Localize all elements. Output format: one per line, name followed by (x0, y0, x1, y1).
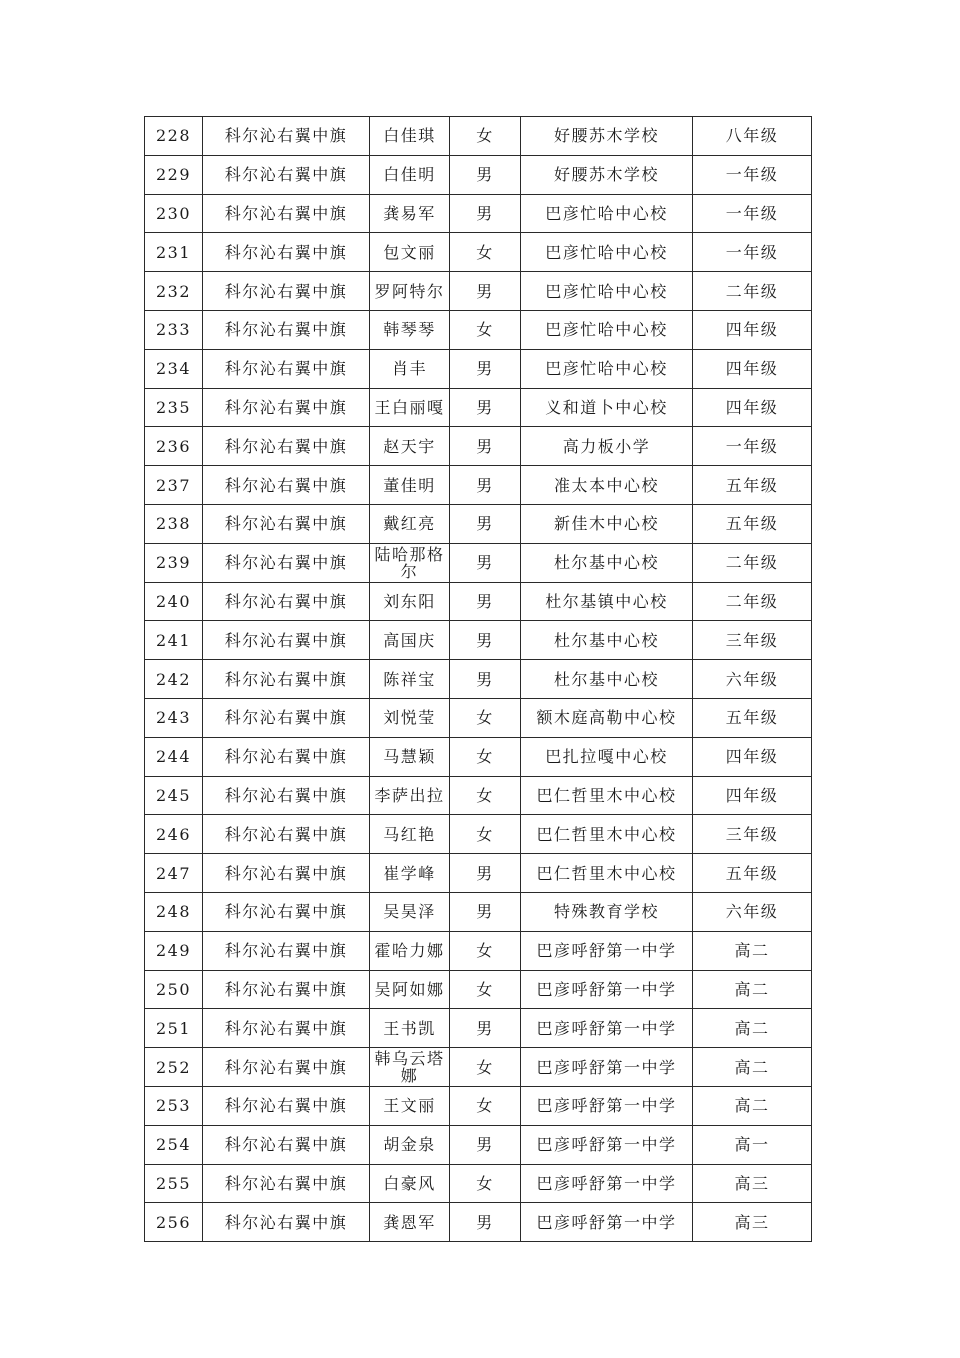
cell-school: 巴仁哲里木中心校 (521, 854, 693, 893)
cell-school: 巴仁哲里木中心校 (521, 815, 693, 854)
cell-region: 科尔沁右翼中旗 (203, 427, 370, 466)
table-row (145, 931, 812, 970)
cell-grade: 高二 (693, 931, 812, 970)
table-row (145, 970, 812, 1009)
cell-school: 额木庭高勒中心校 (521, 698, 693, 737)
cell-region: 科尔沁右翼中旗 (203, 1125, 370, 1164)
cell-number: 241 (145, 621, 203, 660)
table-row (145, 272, 812, 311)
cell-number: 246 (145, 815, 203, 854)
cell-grade: 六年级 (693, 892, 812, 931)
cell-gender: 男 (450, 388, 521, 427)
cell-gender: 男 (450, 194, 521, 233)
roster-body (145, 117, 812, 1242)
table-row (145, 427, 812, 466)
cell-region: 科尔沁右翼中旗 (203, 776, 370, 815)
cell-gender: 女 (450, 310, 521, 349)
cell-gender: 男 (450, 660, 521, 699)
table-row (145, 1048, 812, 1087)
cell-grade: 八年级 (693, 117, 812, 156)
cell-grade: 三年级 (693, 621, 812, 660)
table-row (145, 582, 812, 621)
cell-number: 252 (145, 1048, 203, 1087)
cell-grade: 高一 (693, 1125, 812, 1164)
cell-grade: 四年级 (693, 349, 812, 388)
table-row (145, 1009, 812, 1048)
cell-school: 巴彦呼舒第一中学 (521, 1009, 693, 1048)
cell-student-name: 胡金泉 (370, 1125, 450, 1164)
cell-student-name: 包文丽 (370, 233, 450, 272)
cell-school: 好腰苏木学校 (521, 117, 693, 156)
cell-school: 巴彦呼舒第一中学 (521, 970, 693, 1009)
cell-gender: 女 (450, 233, 521, 272)
cell-region: 科尔沁右翼中旗 (203, 504, 370, 543)
cell-number: 234 (145, 349, 203, 388)
cell-gender: 女 (450, 970, 521, 1009)
cell-region: 科尔沁右翼中旗 (203, 310, 370, 349)
cell-school: 义和道卜中心校 (521, 388, 693, 427)
cell-gender: 女 (450, 117, 521, 156)
cell-grade: 三年级 (693, 815, 812, 854)
cell-student-name: 马红艳 (370, 815, 450, 854)
cell-grade: 二年级 (693, 543, 812, 582)
cell-school: 杜尔基镇中心校 (521, 582, 693, 621)
cell-grade: 一年级 (693, 194, 812, 233)
cell-gender: 男 (450, 427, 521, 466)
cell-student-name: 龚恩军 (370, 1203, 450, 1242)
cell-gender: 女 (450, 1164, 521, 1203)
cell-region: 科尔沁右翼中旗 (203, 1203, 370, 1242)
cell-number: 247 (145, 854, 203, 893)
cell-grade: 二年级 (693, 272, 812, 311)
cell-number: 239 (145, 543, 203, 582)
cell-student-name: 马慧颖 (370, 737, 450, 776)
cell-school: 巴彦忙哈中心校 (521, 349, 693, 388)
cell-grade: 高二 (693, 1048, 812, 1087)
cell-grade: 高二 (693, 1009, 812, 1048)
cell-student-name: 白佳琪 (370, 117, 450, 156)
table-row (145, 815, 812, 854)
cell-school: 巴彦呼舒第一中学 (521, 1086, 693, 1125)
table-row (145, 310, 812, 349)
cell-number: 248 (145, 892, 203, 931)
table-row (145, 504, 812, 543)
cell-number: 230 (145, 194, 203, 233)
cell-gender: 男 (450, 621, 521, 660)
cell-gender: 男 (450, 543, 521, 582)
cell-region: 科尔沁右翼中旗 (203, 194, 370, 233)
cell-number: 255 (145, 1164, 203, 1203)
cell-grade: 四年级 (693, 388, 812, 427)
cell-school: 杜尔基中心校 (521, 660, 693, 699)
cell-grade: 六年级 (693, 660, 812, 699)
cell-number: 238 (145, 504, 203, 543)
cell-school: 新佳木中心校 (521, 504, 693, 543)
cell-region: 科尔沁右翼中旗 (203, 117, 370, 156)
cell-region: 科尔沁右翼中旗 (203, 543, 370, 582)
table-row (145, 388, 812, 427)
cell-school: 好腰苏木学校 (521, 155, 693, 194)
cell-number: 250 (145, 970, 203, 1009)
cell-school: 巴彦呼舒第一中学 (521, 1164, 693, 1203)
cell-region: 科尔沁右翼中旗 (203, 660, 370, 699)
cell-school: 准太本中心校 (521, 466, 693, 505)
cell-number: 233 (145, 310, 203, 349)
table-row (145, 233, 812, 272)
cell-region: 科尔沁右翼中旗 (203, 698, 370, 737)
cell-gender: 女 (450, 1086, 521, 1125)
cell-gender: 女 (450, 776, 521, 815)
cell-school: 高力板小学 (521, 427, 693, 466)
cell-school: 巴彦呼舒第一中学 (521, 931, 693, 970)
cell-region: 科尔沁右翼中旗 (203, 1086, 370, 1125)
cell-region: 科尔沁右翼中旗 (203, 155, 370, 194)
table-row (145, 698, 812, 737)
cell-gender: 男 (450, 1009, 521, 1048)
cell-school: 特殊教育学校 (521, 892, 693, 931)
cell-gender: 女 (450, 1048, 521, 1087)
cell-number: 231 (145, 233, 203, 272)
table-row (145, 776, 812, 815)
cell-gender: 女 (450, 931, 521, 970)
table-row (145, 1125, 812, 1164)
table-row (145, 194, 812, 233)
cell-school: 巴仁哲里木中心校 (521, 776, 693, 815)
cell-student-name: 崔学峰 (370, 854, 450, 893)
cell-student-name: 吴阿如娜 (370, 970, 450, 1009)
cell-region: 科尔沁右翼中旗 (203, 931, 370, 970)
cell-region: 科尔沁右翼中旗 (203, 1009, 370, 1048)
cell-student-name: 陈祥宝 (370, 660, 450, 699)
cell-school: 杜尔基中心校 (521, 543, 693, 582)
cell-grade: 高三 (693, 1164, 812, 1203)
cell-student-name: 霍哈力娜 (370, 931, 450, 970)
table-row (145, 155, 812, 194)
cell-grade: 一年级 (693, 233, 812, 272)
cell-student-name: 韩乌云塔娜 (370, 1048, 450, 1087)
cell-student-name: 陆哈那格尔 (370, 543, 450, 582)
cell-gender: 女 (450, 815, 521, 854)
cell-grade: 四年级 (693, 310, 812, 349)
cell-school: 巴彦呼舒第一中学 (521, 1203, 693, 1242)
cell-student-name: 戴红亮 (370, 504, 450, 543)
cell-grade: 五年级 (693, 698, 812, 737)
table-row (145, 854, 812, 893)
cell-number: 232 (145, 272, 203, 311)
cell-number: 242 (145, 660, 203, 699)
cell-school: 巴彦忙哈中心校 (521, 233, 693, 272)
cell-number: 244 (145, 737, 203, 776)
cell-school: 巴彦呼舒第一中学 (521, 1048, 693, 1087)
cell-number: 243 (145, 698, 203, 737)
cell-student-name: 韩琴琴 (370, 310, 450, 349)
cell-student-name: 龚易军 (370, 194, 450, 233)
cell-student-name: 王白丽嘎 (370, 388, 450, 427)
cell-school: 巴扎拉嘎中心校 (521, 737, 693, 776)
cell-school: 巴彦忙哈中心校 (521, 194, 693, 233)
cell-number: 245 (145, 776, 203, 815)
cell-student-name: 白佳明 (370, 155, 450, 194)
cell-student-name: 赵天宇 (370, 427, 450, 466)
cell-gender: 男 (450, 854, 521, 893)
cell-student-name: 吴昊泽 (370, 892, 450, 931)
table-row (145, 737, 812, 776)
cell-grade: 五年级 (693, 504, 812, 543)
cell-grade: 高二 (693, 1086, 812, 1125)
cell-gender: 男 (450, 272, 521, 311)
cell-student-name: 肖丰 (370, 349, 450, 388)
cell-number: 236 (145, 427, 203, 466)
cell-student-name: 高国庆 (370, 621, 450, 660)
cell-number: 249 (145, 931, 203, 970)
cell-student-name: 刘东阳 (370, 582, 450, 621)
cell-student-name: 李萨出拉 (370, 776, 450, 815)
cell-gender: 男 (450, 504, 521, 543)
cell-student-name: 罗阿特尔 (370, 272, 450, 311)
cell-gender: 男 (450, 466, 521, 505)
cell-gender: 男 (450, 1125, 521, 1164)
cell-gender: 男 (450, 1203, 521, 1242)
cell-region: 科尔沁右翼中旗 (203, 1048, 370, 1087)
cell-region: 科尔沁右翼中旗 (203, 1164, 370, 1203)
cell-grade: 四年级 (693, 776, 812, 815)
cell-region: 科尔沁右翼中旗 (203, 466, 370, 505)
cell-gender: 男 (450, 892, 521, 931)
cell-grade: 二年级 (693, 582, 812, 621)
cell-region: 科尔沁右翼中旗 (203, 621, 370, 660)
cell-number: 237 (145, 466, 203, 505)
cell-number: 240 (145, 582, 203, 621)
cell-region: 科尔沁右翼中旗 (203, 892, 370, 931)
cell-gender: 男 (450, 582, 521, 621)
cell-region: 科尔沁右翼中旗 (203, 815, 370, 854)
cell-gender: 男 (450, 155, 521, 194)
cell-region: 科尔沁右翼中旗 (203, 233, 370, 272)
cell-number: 251 (145, 1009, 203, 1048)
cell-school: 巴彦呼舒第一中学 (521, 1125, 693, 1164)
cell-region: 科尔沁右翼中旗 (203, 388, 370, 427)
table-row (145, 543, 812, 582)
table-row (145, 660, 812, 699)
cell-student-name: 王书凯 (370, 1009, 450, 1048)
cell-region: 科尔沁右翼中旗 (203, 272, 370, 311)
cell-region: 科尔沁右翼中旗 (203, 854, 370, 893)
cell-grade: 四年级 (693, 737, 812, 776)
cell-grade: 五年级 (693, 854, 812, 893)
cell-grade: 一年级 (693, 155, 812, 194)
cell-gender: 女 (450, 698, 521, 737)
table-row (145, 1164, 812, 1203)
cell-student-name: 白豪风 (370, 1164, 450, 1203)
table-row (145, 621, 812, 660)
cell-student-name: 董佳明 (370, 466, 450, 505)
cell-school: 杜尔基中心校 (521, 621, 693, 660)
cell-number: 235 (145, 388, 203, 427)
cell-student-name: 王文丽 (370, 1086, 450, 1125)
cell-school: 巴彦忙哈中心校 (521, 310, 693, 349)
table-row (145, 1203, 812, 1242)
cell-number: 254 (145, 1125, 203, 1164)
cell-region: 科尔沁右翼中旗 (203, 737, 370, 776)
cell-student-name: 刘悦莹 (370, 698, 450, 737)
cell-number: 228 (145, 117, 203, 156)
cell-school: 巴彦忙哈中心校 (521, 272, 693, 311)
cell-grade: 五年级 (693, 466, 812, 505)
table-row (145, 349, 812, 388)
cell-grade: 一年级 (693, 427, 812, 466)
cell-region: 科尔沁右翼中旗 (203, 970, 370, 1009)
cell-number: 253 (145, 1086, 203, 1125)
table-row (145, 892, 812, 931)
table-row (145, 117, 812, 156)
cell-number: 229 (145, 155, 203, 194)
cell-number: 256 (145, 1203, 203, 1242)
cell-gender: 女 (450, 737, 521, 776)
table-row (145, 466, 812, 505)
roster-table (144, 116, 812, 1242)
cell-grade: 高三 (693, 1203, 812, 1242)
cell-region: 科尔沁右翼中旗 (203, 582, 370, 621)
cell-grade: 高二 (693, 970, 812, 1009)
cell-region: 科尔沁右翼中旗 (203, 349, 370, 388)
table-row (145, 1086, 812, 1125)
cell-gender: 男 (450, 349, 521, 388)
